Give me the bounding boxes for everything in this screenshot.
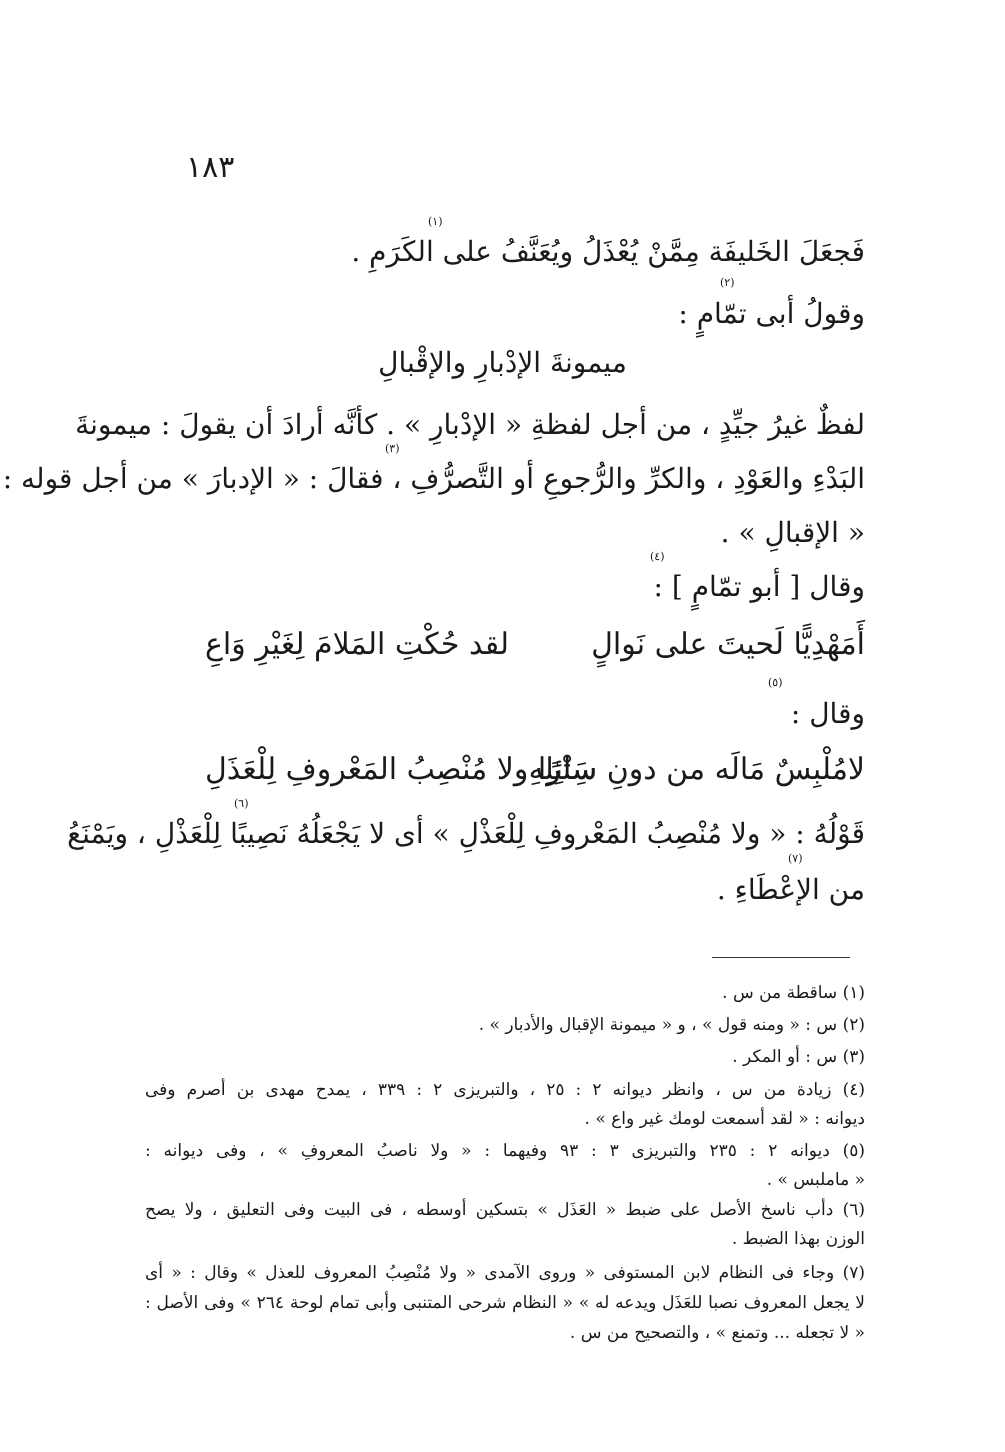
text-line-8: وقال : (790, 697, 865, 730)
footnote-5-line-2: « ماملبس » . (766, 1170, 865, 1190)
verse-2-first-hemistich: لامُلْبِسٌ مَالَه من دونِ سَائِلِهِ (528, 752, 865, 787)
footnote-4-line-1: (٤) زيادة من س ، وانظر ديوانه ٢ : ٢٥ ، والتبريزى ٢ : ٣٣٩ ، يمدح مهدى بن أصرم وفى (145, 1080, 865, 1100)
note-ref-7: (٧) (788, 852, 803, 865)
footnote-7-line-1: (٧) وجاء فى النظام لابن المستوفى « وروى الآمدى « ولا مُنْصِبُ المعروف للعذل » وقال : « أى (145, 1263, 865, 1283)
text-line-1: فَجعَلَ الخَليفَة مِمَّنْ يُعْذَلُ ويُعَنَّفُ على الكَرَمِ . (351, 235, 865, 268)
verse-1-second-hemistich: لقد حُكْتِ المَلامَ لِغَيْرِ وَاعِ (205, 627, 510, 662)
text-line-6: « الإقبالِ » . (720, 516, 865, 549)
text-line-2: وقولُ أبى تمّامٍ : (678, 297, 865, 330)
text-line-5: البَدْءِ والعَوْدِ ، والكرِّ والرُّجوعِ أو التَّصرُّفِ ، فقالَ : « الإدبارَ » من أجل قوله : (2, 462, 865, 495)
note-ref-5: (٥) (768, 676, 783, 689)
note-ref-3: (٣) (385, 442, 400, 455)
footnote-divider (712, 957, 850, 958)
text-line-9: قَوْلُهُ : « ولا مُنْصِبُ المَعْروفِ لِلْعَذْلِ » أى لا يَجْعَلُهُ نَصِيبًا لِلْعَذْلِ ، ويَمْنَعُ (67, 817, 865, 850)
footnote-5-line-1: (٥) ديوانه ٢ : ٢٣٥ والتبريزى ٣ : ٩٣ وفيهما : « ولا ناصبُ المعروفِ » ، وفى ديوانه : (145, 1141, 865, 1161)
footnote-7-line-3: « لا تجعله ... وتمنع » ، والتصحيح من س . (569, 1323, 865, 1343)
page-number: ١٨٣ (186, 150, 235, 185)
note-ref-2: (٢) (720, 276, 735, 289)
note-ref-4: (٤) (650, 550, 665, 563)
verse-1-first-hemistich: أَمَهْدِيًّا لَحيتَ على نَوالٍ (591, 627, 865, 662)
footnote-7-line-2: لا يجعل المعروف نصبا للعَذَل ويدعه له » « النظام شرحى المتنبى وأبى تمام لوحة ٢٦٤ » وفى الأصل : (145, 1293, 866, 1313)
text-line-10: من الإعْطَاءِ . (716, 873, 865, 906)
footnote-6-line-1: (٦) دأب ناسخ الأصل على ضبط « العَذَل » بتسكين أوسطه ، فى البيت وفى التعليق ، ولا يصح (145, 1200, 865, 1220)
note-ref-1: (١) (428, 215, 443, 228)
text-line-7: وقال [ أبو تمّامٍ ] : (653, 570, 865, 603)
footnote-3: (٣) س : أو المكر . (732, 1047, 865, 1067)
note-ref-6: (٦) (234, 797, 249, 810)
text-line-4: لفظٌ غيرُ جيِّدٍ ، من أجل لفظةِ « الإدْبارِ » . كأنَّه أرادَ أن يقولَ : ميمونةَ (75, 408, 865, 441)
footnote-1: (١) ساقطة من س . (722, 983, 865, 1003)
verse-fragment-centered: ميمونةَ الإدْبارِ والإقْبالِ (378, 346, 627, 379)
footnote-6-line-2: الوزن بهذا الضبط . (731, 1229, 865, 1249)
footnote-4-line-2: ديوانه : « لقد أسمعت لومك غير واع » . (584, 1109, 865, 1129)
footnote-2: (٢) س : « ومنه قول » ، و « ميمونة الإقبال والأدبار » . (478, 1015, 865, 1035)
verse-2-second-hemistich: سِتْرًا ولا مُنْصِبُ المَعْروفِ لِلْعَذَلِ (205, 752, 597, 787)
